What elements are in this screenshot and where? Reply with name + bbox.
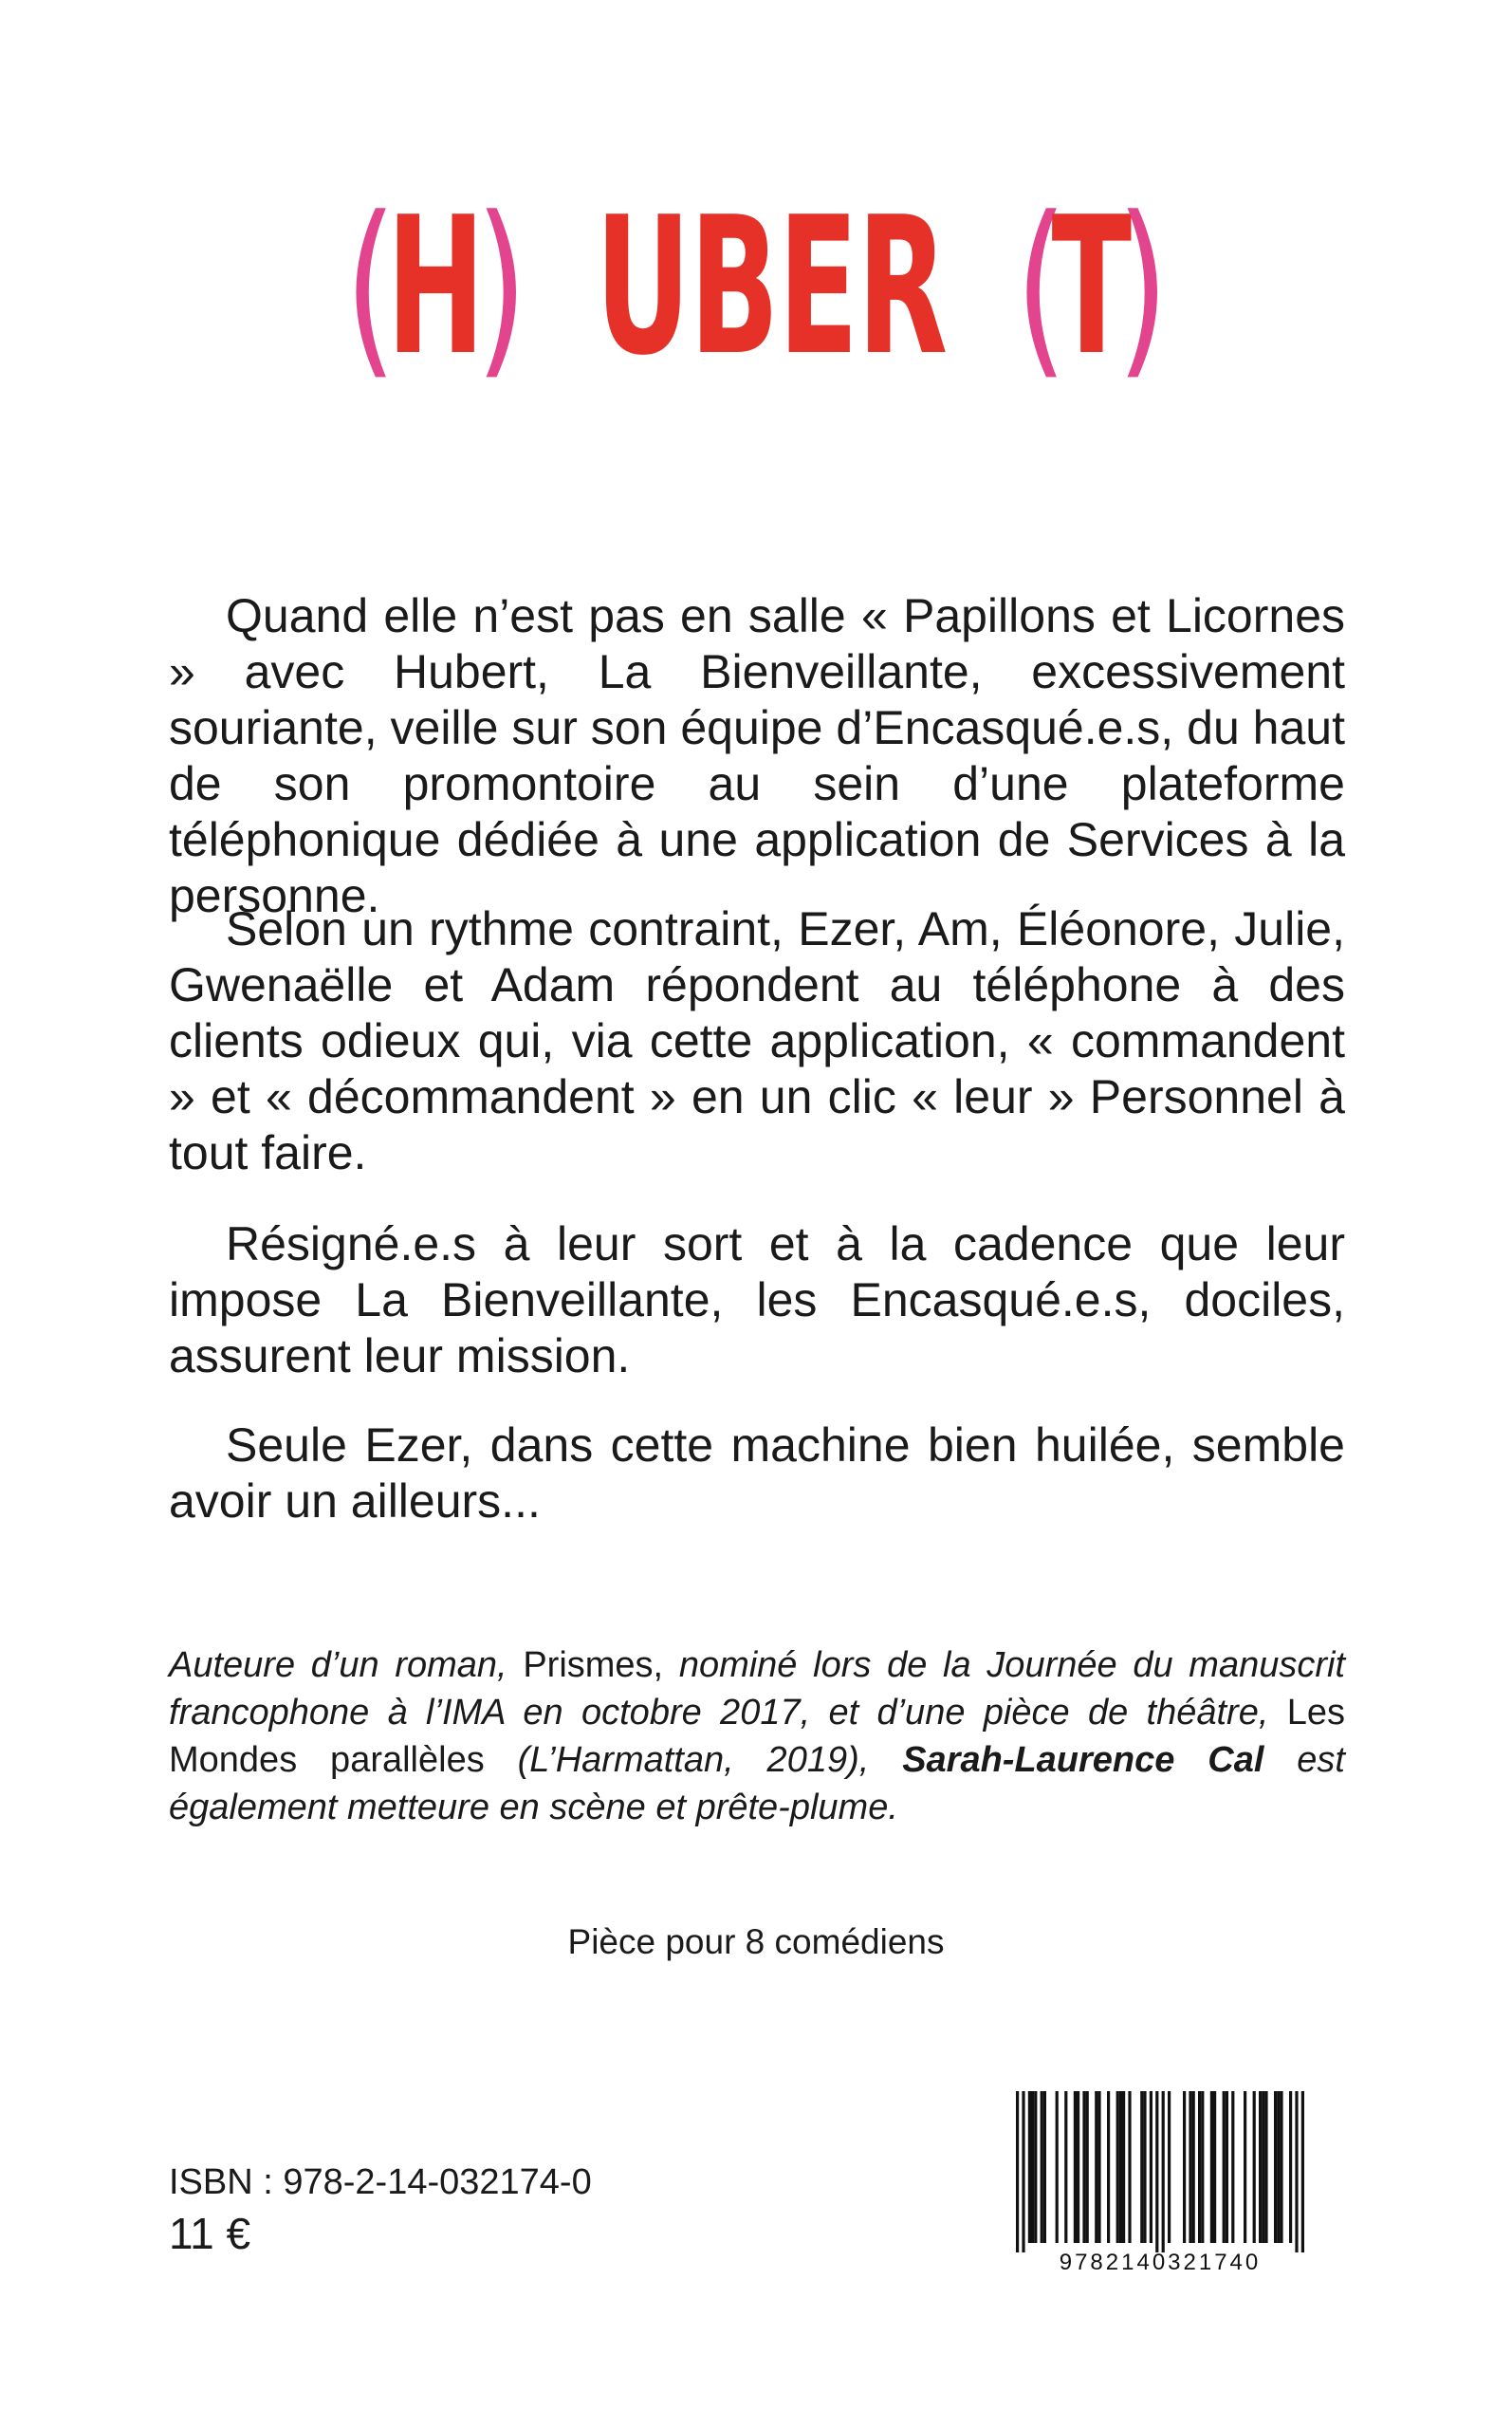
barcode-bar [1043,2091,1046,2243]
barcode-bar [1031,2091,1034,2243]
barcode-bar [1210,2091,1213,2243]
barcode-bar [1107,2091,1110,2243]
barcode-bar [1028,2091,1031,2243]
isbn: ISBN : 978-2-14-032174-0 [169,2162,592,2202]
price: 11 € [169,2209,251,2258]
barcode-bar [1077,2091,1079,2243]
barcode-bar [1277,2091,1280,2243]
title-letter: T [1051,176,1132,398]
barcode-bar [1226,2091,1228,2243]
barcode-bar [1082,2091,1085,2243]
barcode-bar [1301,2091,1304,2252]
barcode-bar [1095,2091,1097,2243]
barcode-bar [1022,2091,1024,2252]
barcode-bar [1192,2091,1195,2243]
barcode-bar [1116,2091,1119,2243]
title-letters: UBER [595,176,947,398]
barcode-bar [1198,2091,1201,2243]
barcode [1004,2087,1317,2277]
title-bracket: ( [1015,176,1066,398]
cast-note: Pièce pour 8 comédiens [567,1922,945,1961]
summary-paragraph: Selon un rythme contraint, Ezer, Am, Éléonore, Julie, Gwenaëlle et Adam répondent au téléphone à des clients odieux qui, via cette application, « commandent » et « décommandent » en un clic « leur » Personnel à tout faire. [169,902,1345,1179]
summary-paragraph: Quand elle n’est pas en salle « Papillons et Licornes » avec Hubert, La Bienveillante, excessivement souriante, veille sur son équipe d’Encasqué.e.s, du haut de son promontoire au sein d’une plateforme téléphonique dédiée à une application de Services à la personne. [169,589,1345,922]
barcode-bar [1119,2091,1122,2243]
barcode-bar [1262,2091,1264,2243]
barcode-bar [1128,2091,1131,2243]
barcode-bar [1168,2091,1171,2243]
barcode-bar [1016,2091,1019,2252]
barcode-bar [1143,2091,1146,2243]
barcode-bar [1289,2091,1292,2243]
barcode-bar [1295,2091,1298,2252]
barcode-bar [1155,2091,1158,2252]
barcode-bar [1034,2091,1037,2243]
barcode-bar [1244,2091,1246,2243]
barcode-bar [1253,2091,1256,2243]
barcode-bar [1213,2091,1216,2243]
barcode-bar [1150,2091,1152,2243]
barcode-bar [1189,2091,1191,2243]
bio-text: (L’Harmattan, 2019), [517,1740,870,1780]
title-bracket: ) [1116,176,1168,398]
bio-text: est également metteure en scène et prête-plume. [169,1740,1345,1827]
barcode-bar [1097,2091,1100,2243]
barcode-bar [1280,2091,1282,2243]
bio-text: nominé lors de la Journée du manuscrit francophone à l’IMA en octobre 2017, et d’une pièce de théâtre, [169,1645,1345,1733]
bio-play-title: Les Mondes parallèles [169,1693,1345,1780]
author-bio [169,1641,1345,1831]
author-name: Sarah-Laurence Cal [902,1740,1264,1780]
barcode-bar [1041,2091,1043,2243]
barcode-bar [1223,2091,1226,2243]
summary-paragraph: Seule Ezer, dans cette machine bien huilée, semble avoir un ailleurs... [169,1418,1345,1528]
bio-text: Auteure d’un roman, [169,1645,507,1685]
title-letter: H [386,176,485,398]
title-bracket: ( [344,176,396,398]
barcode-bar [1086,2091,1089,2243]
bio-book-title: Prismes, [523,1645,664,1685]
barcode-bar [1259,2091,1262,2243]
barcode-bar [1201,2091,1204,2243]
barcode-number: 9782140321740 [1059,2250,1262,2275]
barcode-bar [1074,2091,1077,2243]
barcode-bar [1264,2091,1267,2243]
summary-paragraph: Résigné.e.s à leur sort et à la cadence que leur impose La Bienveillante, les Encasqué.e.s, dociles, assurent leur mission. [169,1217,1345,1382]
barcode-bar [1056,2091,1059,2243]
barcode-bar [1231,2091,1234,2243]
barcode-bar [1162,2091,1165,2252]
book-title [0,169,1512,406]
barcode-bar [1274,2091,1277,2243]
barcode-bar [1140,2091,1143,2243]
title-bracket: ) [475,176,526,398]
barcode-bar [1183,2091,1186,2243]
barcode-bar [1122,2091,1125,2243]
barcode-bar [1064,2091,1067,2243]
